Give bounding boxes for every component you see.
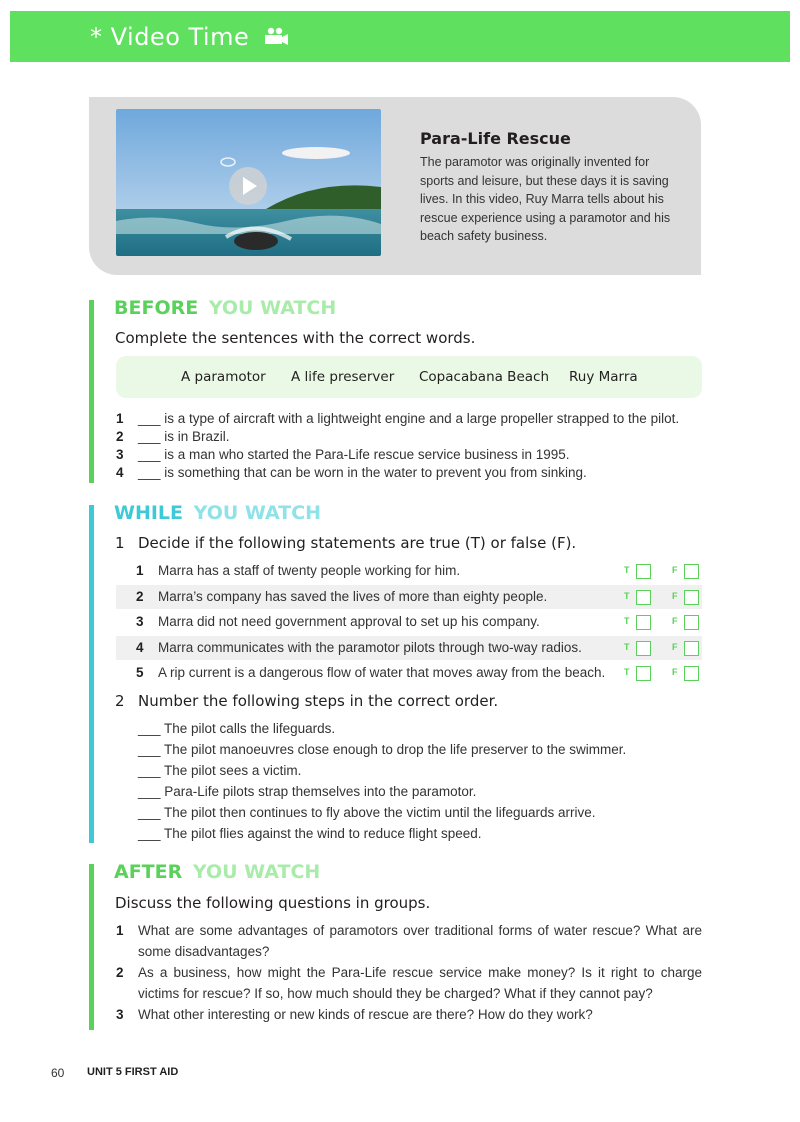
- statement-number: 2: [136, 589, 144, 604]
- statement-number: 1: [136, 563, 144, 578]
- page-number: 60: [51, 1066, 65, 1080]
- order-step: ___ The pilot manoeuvres close enough to drop the life preserver to the swimmer.: [138, 742, 627, 757]
- sentence-text: ___ is a man who started the Para-Life rescue service business in 1995.: [138, 447, 570, 462]
- question-number: 3: [116, 1007, 124, 1022]
- sentence-text: ___ is in Brazil.: [138, 429, 230, 444]
- tf-statement-row: [116, 585, 702, 609]
- while-task2-instruction: [115, 692, 498, 710]
- discussion-question: [116, 920, 702, 962]
- after-heading: [114, 861, 320, 883]
- while-section-bar: [89, 505, 94, 843]
- true-label: T: [624, 642, 630, 652]
- video-title: Para-Life Rescue: [420, 129, 571, 148]
- task-number: 1: [115, 534, 125, 552]
- tf-statement-row: [116, 610, 702, 634]
- video-description: The paramotor was originally invented for sports and leisure, but these days it is saving lives. In this video, Ruy Marra tells about his rescue experience using a paramotor and his beach safety business.: [420, 155, 671, 243]
- task-instruction-text: Decide if the following statements are true (T) or false (F).: [138, 534, 577, 552]
- before-heading-word: BEFORE: [114, 297, 199, 319]
- true-label: T: [624, 616, 630, 626]
- before-sentence: [116, 411, 679, 426]
- word-box: [116, 356, 702, 398]
- statement-number: 4: [136, 640, 144, 655]
- false-label: F: [672, 642, 678, 652]
- while-heading: [114, 502, 321, 524]
- false-label: F: [672, 565, 678, 575]
- true-label: T: [624, 591, 630, 601]
- before-sentence: [116, 465, 587, 480]
- tf-statement-row: [116, 636, 702, 660]
- statement-number: 5: [136, 665, 144, 680]
- before-sentence: [116, 447, 570, 462]
- sentence-text: ___ is something that can be worn in the water to prevent you from sinking.: [138, 465, 587, 480]
- while-task1-instruction: [115, 534, 576, 552]
- statement-number: 3: [136, 614, 144, 629]
- after-section-bar: [89, 864, 94, 1030]
- question-number: 1: [116, 923, 124, 938]
- word-option: A paramotor: [181, 369, 266, 385]
- before-heading: [114, 297, 336, 319]
- unit-label: UNIT 5 FIRST AID: [87, 1066, 179, 1078]
- sentence-number: 4: [116, 465, 124, 480]
- question-number: 2: [116, 965, 124, 980]
- discussion-question: [116, 1004, 702, 1025]
- video-panel: [89, 97, 701, 275]
- before-section-bar: [89, 300, 94, 483]
- video-camera-icon: [263, 24, 289, 52]
- word-option: Ruy Marra: [569, 369, 638, 385]
- sentence-number: 2: [116, 429, 124, 444]
- order-step: ___ The pilot calls the lifeguards.: [138, 721, 336, 736]
- tf-statement-row: [116, 559, 702, 583]
- tf-statement-row: [116, 661, 702, 685]
- after-heading-you-watch: YOU WATCH: [192, 861, 321, 883]
- question-text: As a business, how might the Para-Life rescue service make money? Is it right to charge victims for rescue? If so, how much should they be charged? What if they cannot pay?: [138, 965, 702, 1001]
- before-sentence: [116, 429, 230, 444]
- after-heading-word: AFTER: [114, 861, 183, 883]
- order-step: ___ The pilot flies against the wind to reduce flight speed.: [138, 826, 482, 841]
- question-text: What are some advantages of paramotors over traditional forms of water rescue? What are some disadvantages?: [138, 923, 702, 959]
- statement-text: Marra did not need government approval to set up his company.: [158, 614, 540, 629]
- task-instruction-text: Number the following steps in the correct order.: [138, 692, 499, 710]
- before-heading-you-watch: YOU WATCH: [208, 297, 337, 319]
- sentence-number: 1: [116, 411, 124, 426]
- video-thumbnail[interactable]: [116, 109, 381, 256]
- statement-text: Marra communicates with the paramotor pilots through two-way radios.: [158, 640, 582, 655]
- statement-text: Marra’s company has saved the lives of more than eighty people.: [158, 589, 548, 604]
- after-instruction: Discuss the following questions in groups.: [115, 894, 431, 912]
- statement-text: A rip current is a dangerous flow of water that moves away from the beach.: [158, 665, 606, 680]
- false-label: F: [672, 591, 678, 601]
- order-step: ___ The pilot then continues to fly above the victim until the lifeguards arrive.: [138, 805, 596, 820]
- question-text: What other interesting or new kinds of rescue are there? How do they work?: [138, 1007, 593, 1022]
- order-step: ___ Para-Life pilots strap themselves into the paramotor.: [138, 784, 477, 799]
- task-number: 2: [115, 692, 125, 710]
- true-label: T: [624, 667, 630, 677]
- while-heading-you-watch: YOU WATCH: [193, 502, 322, 524]
- word-option: Copacabana Beach: [419, 369, 550, 385]
- play-button[interactable]: [229, 167, 267, 205]
- while-heading-word: WHILE: [114, 502, 184, 524]
- discussion-question: [116, 962, 702, 1004]
- sentence-text: ___ is a type of aircraft with a lightweight engine and a large propeller strapped to the pilot.: [138, 411, 680, 426]
- sentence-number: 3: [116, 447, 124, 462]
- header-title: [90, 23, 289, 52]
- false-label: F: [672, 616, 678, 626]
- page-header: [10, 11, 790, 62]
- statement-text: Marra has a staff of twenty people working for him.: [158, 563, 461, 578]
- false-label: F: [672, 667, 678, 677]
- true-label: T: [624, 565, 630, 575]
- header-title-text: * Video Time: [90, 23, 250, 51]
- before-instruction: Complete the sentences with the correct words.: [115, 329, 476, 347]
- word-option: A life preserver: [291, 369, 395, 385]
- order-step: ___ The pilot sees a victim.: [138, 763, 302, 778]
